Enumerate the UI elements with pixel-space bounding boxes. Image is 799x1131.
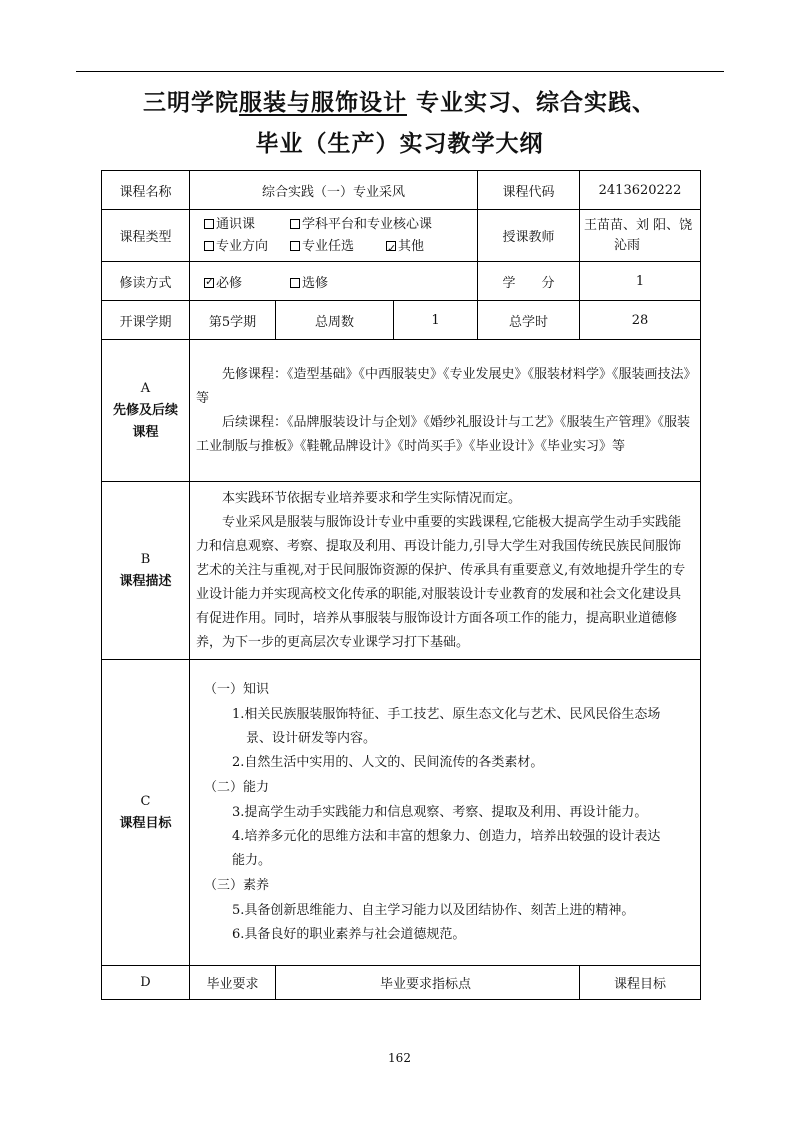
course-type-label: 课程类型 — [102, 210, 190, 262]
study-mode-options — [190, 262, 478, 301]
description-paragraph: 专业采风是服装与服饰设计专业中重要的实践课程,它能极大提高学生动手实践能力和信息观察、考察、提取及利用、再设计能力,引导大学生对我国传统民族民间服饰艺术的关注与重视,对于民间服饰资源的保护、传承具有重要意义,有效地提升学生的专业设计能力并实现高校文化传承的职能,对服装设计专业教育的发展和社会文化建设具有促进作用。同时，培养从事服装与服饰设计方面各项工作的能力，提高职业道德修养，为下一步的更高层次专业课学习打下基础。 — [196, 514, 686, 650]
document-title-line1 — [0, 84, 799, 117]
course-type-option[interactable]: 学科平台和专业核心课 — [290, 214, 432, 236]
section-c-content — [190, 660, 701, 966]
row-study-mode — [102, 262, 701, 301]
section-a-content — [190, 340, 701, 482]
teacher-value — [580, 210, 701, 262]
row-semester — [102, 301, 701, 340]
semester-label: 开课学期 — [102, 301, 190, 340]
section-b-letter: B — [140, 551, 151, 567]
goal-item: 1.相关民族服装服饰特征、手工技艺、原生态文化与艺术、民风民俗生态场 景、设计研发等内容。 — [232, 706, 661, 746]
page-number: 162 — [388, 1051, 411, 1065]
title-major: 服装与服饰设计 — [238, 90, 407, 116]
section-d-letter: D — [102, 966, 190, 1000]
checked-checkbox-icon — [386, 241, 396, 251]
row-course-name — [102, 171, 701, 210]
goal-item: 3.提高学生动手实践能力和信息观察、考察、提取及利用、再设计能力。 — [232, 804, 648, 820]
section-a-title-line1: 先修及后续 — [112, 402, 178, 418]
header-rule — [76, 71, 724, 72]
checkbox-icon — [290, 219, 300, 229]
section-b-title: 课程描述 — [119, 573, 172, 589]
course-outline-table — [101, 170, 701, 1000]
study-mode-label: 修读方式 — [102, 262, 190, 301]
goal-item: 5.具备创新思维能力、自主学习能力以及团结协作、刻苦上进的精神。 — [232, 902, 635, 918]
credit-label: 学 分 — [478, 262, 580, 301]
course-type-option[interactable]: 专业方向 — [204, 236, 290, 258]
weeks-label: 总周数 — [276, 301, 394, 340]
course-code-label: 课程代码 — [478, 171, 580, 210]
requirement-indicator-header: 毕业要求指标点 — [276, 966, 580, 1000]
study-mode-option[interactable]: ✓ 必修 — [204, 272, 290, 291]
prerequisite-courses: 先修课程：《造型基础》《中西服装史》《专业发展史》《服装材料学》《服装画技法》等 — [196, 366, 691, 406]
row-course-type — [102, 210, 701, 262]
semester-value: 第5学期 — [190, 301, 276, 340]
hours-value: 28 — [580, 301, 701, 340]
section-c-title: 课程目标 — [119, 815, 172, 831]
row-section-a — [102, 340, 701, 482]
goal-item: 2.自然生活中实用的、人文的、民间流传的各类素材。 — [232, 754, 544, 770]
credit-value: 1 — [580, 262, 701, 301]
course-type-option[interactable]: ✓ 其他 — [386, 236, 424, 258]
follow-up-courses: 后续课程：《品牌服装设计与企划》《婚纱礼服设计与工艺》《服装生产管理》《服装工业制版与推板》《鞋靴品牌设计》《时尚买手》《毕业设计》《毕业实习》等 — [196, 414, 691, 454]
course-name-label: 课程名称 — [102, 171, 190, 210]
section-a-letter: A — [140, 380, 151, 396]
section-a-title-line2: 课程 — [132, 424, 159, 440]
course-goal-header: 课程目标 — [580, 966, 701, 1000]
teacher-label: 授课教师 — [478, 210, 580, 262]
row-section-b — [102, 482, 701, 660]
course-type-option[interactable]: 通识课 — [204, 214, 290, 236]
section-a-label — [102, 340, 190, 482]
goal-item: 6.具备良好的职业素养与社会道德规范。 — [232, 926, 466, 942]
goal-group-heading: （二）能力 — [204, 779, 270, 795]
section-c-label — [102, 660, 190, 966]
row-section-d — [102, 966, 701, 1000]
description-paragraph: 本实践环节依据专业培养要求和学生实际情况而定。 — [222, 490, 522, 506]
row-section-c — [102, 660, 701, 966]
course-name-value: 综合实践（一）专业采风 — [190, 171, 478, 210]
title-prefix: 三明学院 — [142, 90, 239, 116]
checkbox-icon — [290, 278, 300, 288]
study-mode-option[interactable]: 选修 — [290, 272, 328, 291]
course-code-value: 2413620222 — [580, 171, 701, 210]
goal-item: 4.培养多元化的思维方法和丰富的想象力、创造力，培养出较强的设计表达 能力。 — [232, 828, 661, 868]
teacher-line2: 沁雨 — [614, 237, 641, 253]
teacher-line1: 王苗苗、刘 阳、饶 — [584, 217, 693, 233]
section-b-content — [190, 482, 701, 660]
checked-checkbox-icon — [204, 278, 214, 288]
section-c-letter: C — [140, 793, 151, 809]
section-b-label — [102, 482, 190, 660]
title-suffix: 专业实习、综合实践、 — [416, 90, 656, 116]
course-type-options — [190, 210, 478, 262]
hours-label: 总学时 — [478, 301, 580, 340]
graduation-requirement-header: 毕业要求 — [190, 966, 276, 1000]
weeks-value: 1 — [394, 301, 478, 340]
document-title-line2: 毕业（生产）实习教学大纲 — [255, 131, 544, 157]
goal-group-heading: （一）知识 — [204, 681, 270, 697]
checkbox-icon — [290, 241, 300, 251]
checkbox-icon — [204, 219, 214, 229]
goal-group-heading: （三）素养 — [204, 877, 270, 893]
checkbox-icon — [204, 241, 214, 251]
course-type-option[interactable]: 专业任选 — [290, 236, 386, 258]
